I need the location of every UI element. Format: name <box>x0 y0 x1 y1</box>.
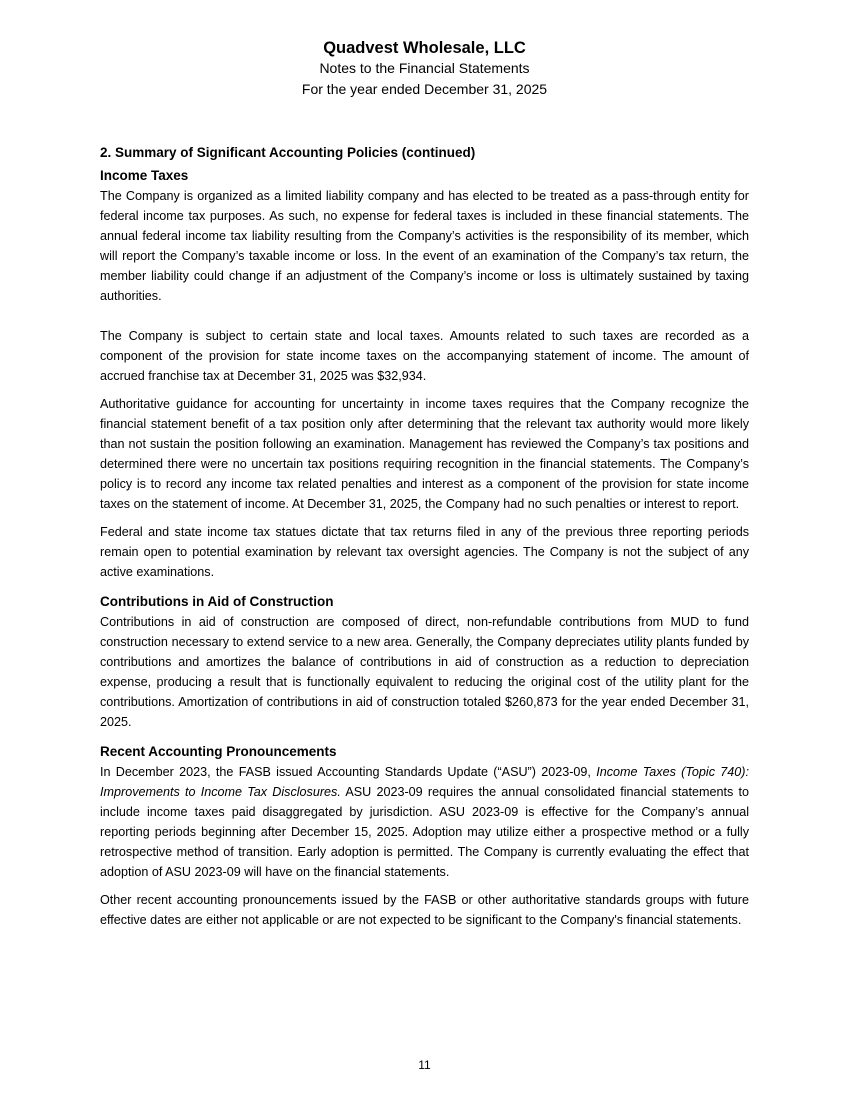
pronouncements-paragraph-1 <box>100 762 749 882</box>
pronouncements-text-a: In December 2023, the FASB issued Accounting Standards Update (“ASU”) 2023-09, <box>100 765 597 779</box>
contributions-paragraph: Contributions in aid of construction are composed of direct, non-refundable contributions from MUD to fund construction necessary to extend service to a new area. Generally, the Company depreciates utility plants funded by contributions and amortizes the balance of contributions in aid of construction as a reduction to depreciation expense, producing a result that is functionally equivalent to reducing the original cost of the utility plant for the contributions. Amortization of contributions in aid of construction totaled $260,873 for the year ended December 31, 2025. <box>100 615 749 729</box>
company-name: Quadvest Wholesale, LLC <box>323 39 526 57</box>
pronouncements-paragraph-2: Other recent accounting pronouncements issued by the FASB or other authoritative standards groups with future effective dates are either not applicable or are not expected to be significant to the Company's financial statements. <box>100 893 749 927</box>
document-page <box>100 38 749 930</box>
income-taxes-paragraph-4: Federal and state income tax statues dictate that tax returns filed in any of the previous three reporting periods remain open to potential examination by relevant tax oversight agencies. The Company is not the subject of any active examinations. <box>100 525 749 579</box>
pronouncements-standard-title: Income Taxes (Topic 740): Improvements to Income Tax Disclosures. <box>100 765 749 799</box>
pronouncements-text-b: ASU 2023-09 requires the annual consolidated financial statements to include income taxes paid disaggregated by jurisdiction. ASU 2023-09 is effective for the Company’s annual reporting periods beginning after December 15, 2025. Adoption may utilize either a prospective method or a fully retrospective method of transition. Early adoption is permitted. The Company is currently evaluating the effect that adoption of ASU 2023-09 will have on the financial statements. <box>100 785 749 879</box>
reporting-period: For the year ended December 31, 2025 <box>301 81 548 97</box>
section-title: 2. Summary of Significant Accounting Policies (continued) <box>100 145 476 160</box>
document-subtitle: Notes to the Financial Statements <box>319 60 530 76</box>
page-number: 11 <box>418 1058 431 1072</box>
income-taxes-paragraph-2: The Company is subject to certain state and local taxes. Amounts related to such taxes are recorded as a component of the provision for state income taxes on the accompanying statement of income. The amount of accrued franchise tax at December 31, 2025 was $32,934. <box>100 329 749 383</box>
income-taxes-paragraph-3: Authoritative guidance for accounting for uncertainty in income taxes requires that the Company recognize the financial statement benefit of a tax position only after determining that the relevant tax authority would more likely than not sustain the position following an examination. Management has reviewed the Company’s tax positions and determined there were no uncertain tax positions requiring recognition in the financial statements. The Company’s policy is to record any income tax related penalties and interest as a component of the provision for state income taxes on the statement of income. At December 31, 2025, the Company had no such penalties or interest to report. <box>100 397 749 511</box>
pronouncements-heading: Recent Accounting Pronouncements <box>100 744 337 759</box>
document-header <box>100 38 749 100</box>
income-taxes-heading: Income Taxes <box>100 168 189 183</box>
income-taxes-paragraph-1: The Company is organized as a limited liability company and has elected to be treated as a pass-through entity for federal income tax purposes. As such, no expense for federal taxes is included in these financial statements. The annual federal income tax liability resulting from the Company’s activities is the responsibility of its member, which will report the Company’s taxable income or loss. In the event of an examination of the Company’s tax return, the member liability could change if an adjustment of the Company’s income or loss is ultimately sustained by taxing authorities. <box>100 189 749 303</box>
contributions-heading: Contributions in Aid of Construction <box>100 594 334 609</box>
